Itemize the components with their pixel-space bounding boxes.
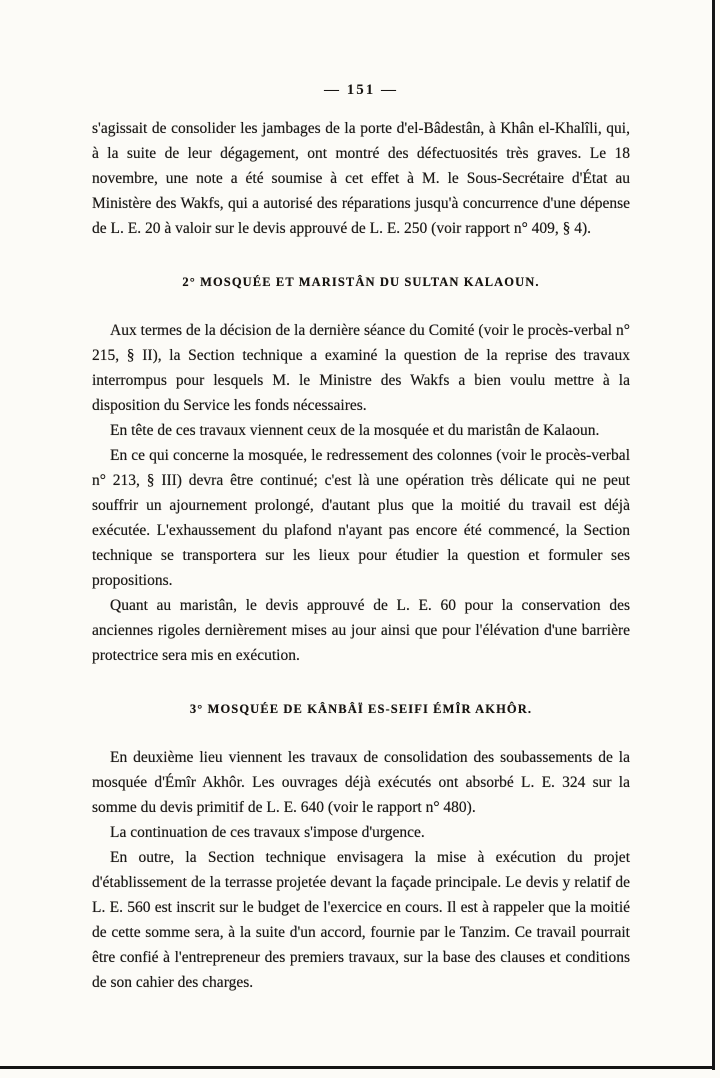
section-heading-mosquee-kalaoun: 2° MOSQUÉE ET MARISTÂN DU SULTAN KALAOUN. (182, 275, 540, 289)
paragraph: En ce qui concerne la mosquée, le redressement des colonnes (voir le procès-verbal n° 213, § III) devra être continué; c'est là une opération très délicate qui ne peut souffrir un ajournement prolongé, d'autant plus que la moitié du travail est déjà exécutée. L'exhaussement du plafond n'ayant pas encore été commencé, la Section technique se transportera sur les lieux pour étudier la question et formuler ses propositions. (92, 447, 630, 589)
paragraph-continuation: s'agissait de consolider les jambages de la porte d'el-Bâdestân, à Khân el-Khalîli, qui, à la suite de leur dégagement, ont montré des défectuosités très graves. Le 18 novembre, une note a été soumise à cet effet à M. le Sous-Secrétaire d'État au Ministère des Wakfs, qui a autorisé des réparations jusqu'à concurrence d'une dépense de L. E. 20 à valoir sur le devis approuvé de L. E. 250 (voir rapport n° 409, § 4). (92, 120, 630, 237)
section-heading-mosquee-emir-akhor: 3° MOSQUÉE DE KÂNBÂÏ ES-SEIFI ÉMÎR AKHÔR. (189, 702, 533, 716)
scan-border-right (712, 0, 715, 1070)
page-number: — 151 — (324, 82, 398, 98)
paragraph: En tête de ces travaux viennent ceux de la mosquée et du maristân de Kalaoun. (110, 422, 600, 439)
paragraph: En outre, la Section technique envisagera la mise à exécution du projet d'établissement de la terrasse projetée devant la façade principale. Le devis y relatif de L. E. 560 est inscrit sur le budget de l'exercice en cours. Il est à rappeler que la moitié de cette somme sera, à la suite d'un accord, fournie par le Tanzim. Ce travail pourrait être confié à l'entrepreneur des premiers travaux, sur la base des clauses et conditions de son cahier des charges. (92, 849, 630, 991)
text-block (92, 116, 630, 995)
scan-border-bottom (0, 1066, 715, 1069)
paragraph: En deuxième lieu viennent les travaux de consolidation des soubassements de la mosquée d'Émîr Akhôr. Les ouvrages déjà exécutés ont absorbé L. E. 324 sur la somme du devis primitif de L. E. 640 (voir le rapport n° 480). (92, 749, 630, 816)
paragraph: La continuation de ces travaux s'impose d'urgence. (110, 824, 425, 841)
paragraph: Aux termes de la décision de la dernière séance du Comité (voir le procès-verbal n° 215, § II), la Section technique a examiné la question de la reprise des travaux interrompus pour lesquels M. le Ministre des Wakfs a bien voulu mettre à la disposition du Service les fonds nécessaires. (92, 322, 630, 414)
paragraph: Quant au maristân, le devis approuvé de L. E. 60 pour la conservation des anciennes rigoles dernièrement mises au jour ainsi que pour l'élévation d'une barrière protectrice sera mis en exécution. (92, 597, 630, 664)
